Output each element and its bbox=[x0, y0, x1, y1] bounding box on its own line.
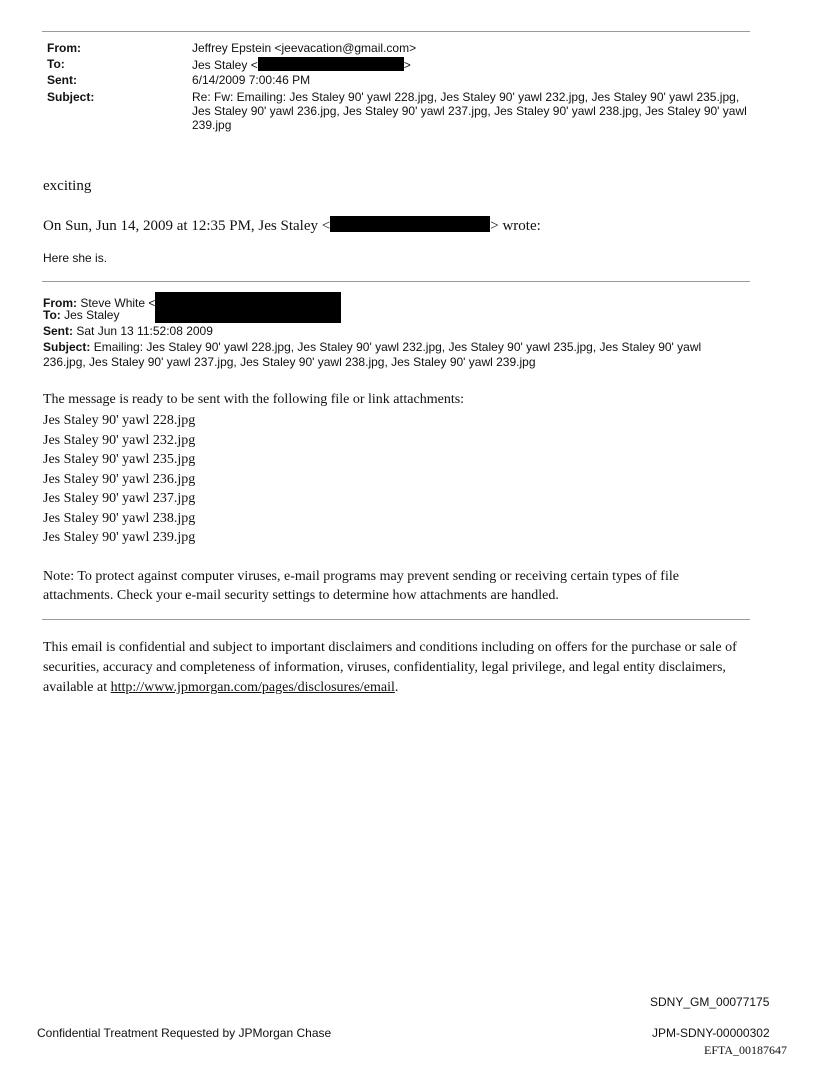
redaction-box bbox=[330, 216, 490, 232]
fwd-subject-value: Emailing: Jes Staley 90' yawl 228.jpg, Jes Staley 90' yawl 232.jpg, Jes Staley 90' yawl 235.jpg, Jes Staley 90' yawl 236.jpg, Jes Staley 90' yawl 237.jpg, Jes Staley 90' yawl 238.jpg, Jes Staley 90' yawl 239.jpg bbox=[43, 340, 702, 369]
sent-label: Sent: bbox=[47, 73, 77, 87]
top-divider bbox=[42, 31, 750, 32]
to-label: To: bbox=[47, 57, 65, 71]
fwd-to-line bbox=[43, 308, 119, 323]
redaction-box bbox=[155, 292, 341, 323]
attachment-item: Jes Staley 90' yawl 239.jpg bbox=[43, 530, 196, 545]
attachment-item: Jes Staley 90' yawl 235.jpg bbox=[43, 452, 196, 467]
from-value: Jeffrey Epstein <jeevacation@gmail.com> bbox=[192, 41, 417, 55]
attachment-item: Jes Staley 90' yawl 232.jpg bbox=[43, 432, 196, 448]
attachment-list bbox=[43, 411, 195, 548]
to-value bbox=[192, 57, 747, 72]
fwd-subject-line bbox=[43, 340, 743, 370]
fwd-to-value: Jes Staley bbox=[64, 308, 120, 322]
forward-divider bbox=[42, 281, 750, 282]
disclaimer-text: This email is confidential and subject to important disclaimers and conditions including on offers for the purchase or sale of securities, accuracy and completeness of information, viruses, confidentiality, legal privilege, and legal entity disclaimers, available at bbox=[43, 640, 737, 695]
quote-suffix: > wrote: bbox=[490, 218, 541, 234]
quoted-text: Here she is. bbox=[43, 251, 108, 265]
disclosures-link[interactable]: http://www.jpmorgan.com/pages/disclosures/email bbox=[110, 680, 395, 695]
message-intro: The message is ready to be sent with the following file or link attachments: bbox=[43, 392, 465, 407]
quote-attribution bbox=[43, 216, 541, 235]
security-note: Note: To protect against computer viruses, e-mail programs may prevent sending or receiving certain types of file attachments. Check your e-mail security settings to determine how attachments are handled. bbox=[43, 569, 679, 603]
to-suffix: > bbox=[403, 58, 411, 72]
subject-value: Re: Fw: Emailing: Jes Staley 90' yawl 228.jpg, Jes Staley 90' yawl 232.jpg, Jes Staley 90' yawl 235.jpg, Jes Staley 90' yawl 236.jpg, Jes Staley 90' yawl 237.jpg, Jes Staley 90' yawl 238.jpg, Jes Staley 90' yawl 239.jpg bbox=[192, 90, 747, 132]
reply-body: exciting bbox=[43, 178, 92, 194]
confidential-footer: Confidential Treatment Requested by JPMorgan Chase bbox=[37, 1026, 332, 1040]
fwd-sent-label: Sent: bbox=[43, 324, 73, 338]
fwd-from-value: Steve White < bbox=[80, 296, 156, 310]
to-prefix: Jes Staley < bbox=[192, 58, 258, 72]
fwd-sent-value: Sat Jun 13 11:52:08 2009 bbox=[76, 324, 213, 338]
attachment-item: Jes Staley 90' yawl 228.jpg bbox=[43, 413, 196, 428]
disclaimer-end: . bbox=[394, 680, 399, 695]
fwd-subject-label: Subject: bbox=[43, 340, 91, 354]
attachment-item: Jes Staley 90' yawl 236.jpg bbox=[43, 471, 196, 487]
redaction-box bbox=[258, 57, 404, 71]
fwd-to-label: To: bbox=[43, 308, 61, 322]
fwd-from-label: From: bbox=[43, 296, 77, 310]
bates-stamp-efta: EFTA_00187647 bbox=[704, 1043, 788, 1057]
attachment-item: Jes Staley 90' yawl 238.jpg bbox=[43, 510, 196, 526]
sent-value: 6/14/2009 7:00:46 PM bbox=[192, 73, 311, 87]
from-label: From: bbox=[47, 41, 81, 55]
attachment-item: Jes Staley 90' yawl 237.jpg bbox=[43, 491, 196, 506]
quote-prefix: On Sun, Jun 14, 2009 at 12:35 PM, Jes Staley < bbox=[43, 218, 331, 234]
subject-label: Subject: bbox=[47, 90, 95, 104]
disclaimer-divider bbox=[42, 619, 750, 620]
disclaimer bbox=[43, 638, 749, 698]
bates-stamp-sdny: SDNY_GM_00077175 bbox=[650, 995, 770, 1009]
fwd-sent-line bbox=[43, 324, 213, 339]
bates-stamp-jpm: JPM-SDNY-00000302 bbox=[652, 1026, 770, 1040]
